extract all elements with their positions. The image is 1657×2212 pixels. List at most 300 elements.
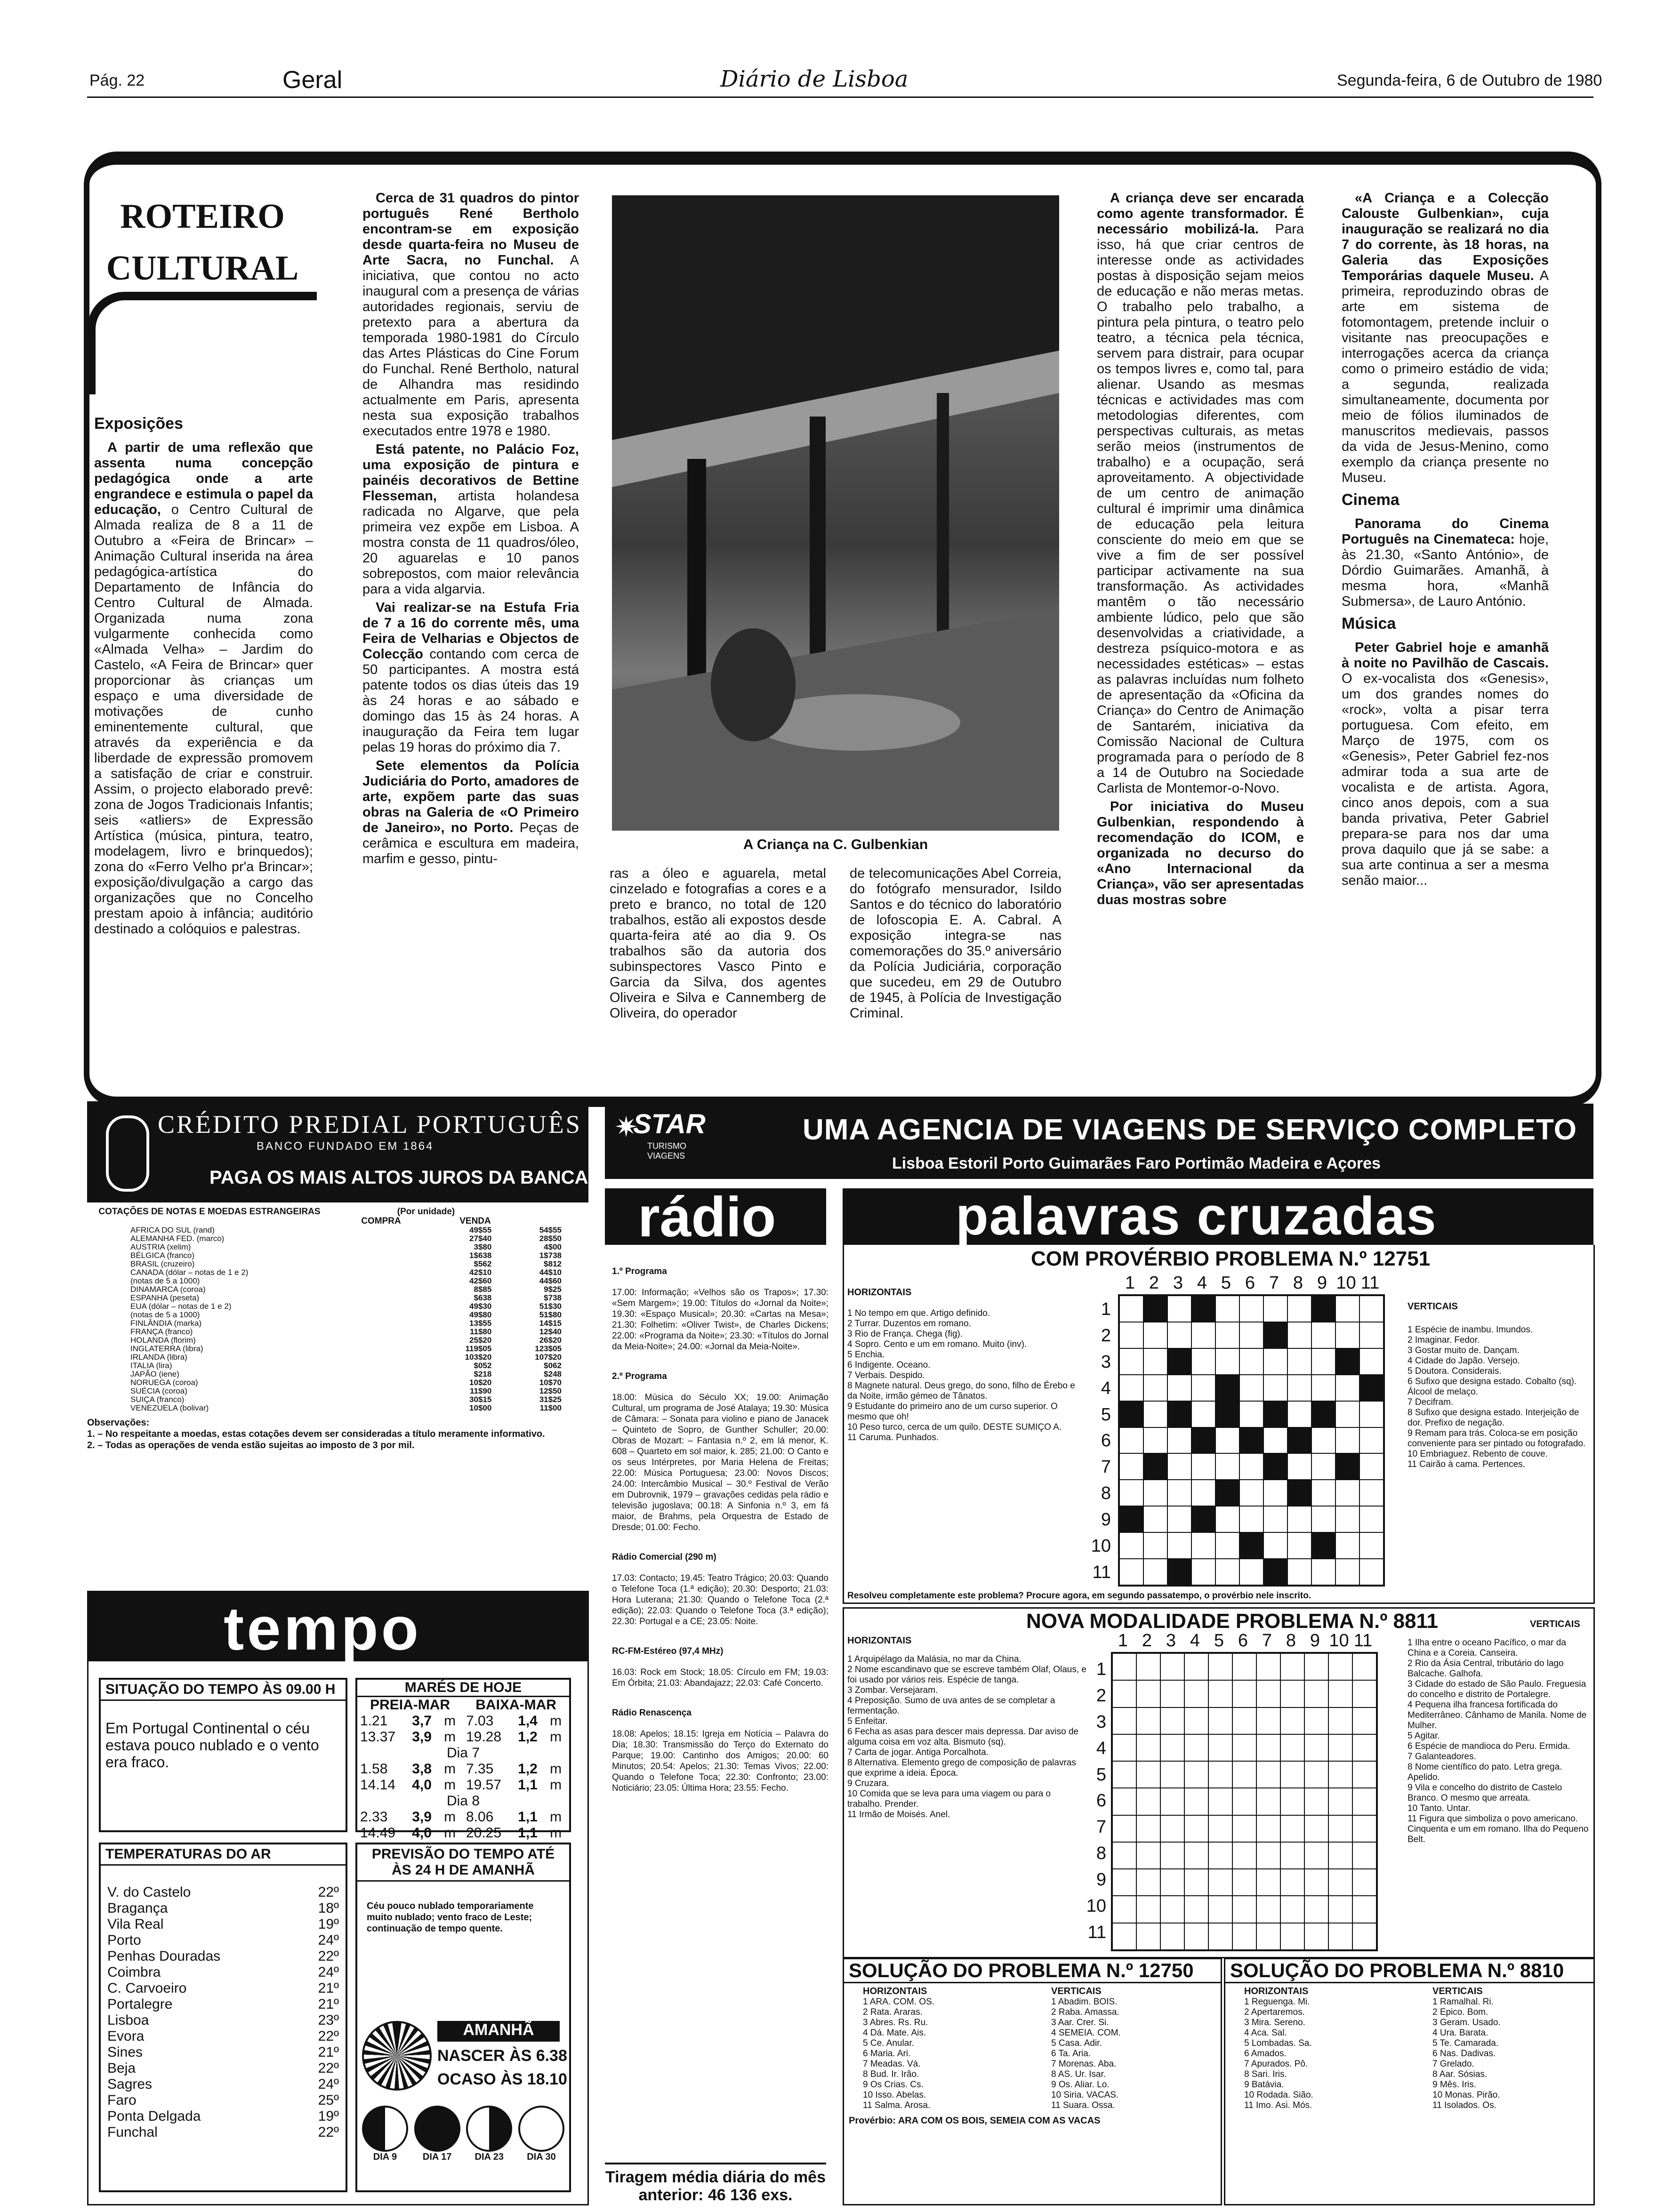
grid-cell[interactable] [1119, 1559, 1143, 1585]
grid-cell[interactable] [1232, 1707, 1256, 1734]
grid-cell[interactable] [1359, 1532, 1384, 1559]
grid-column-number: 8 [1293, 1273, 1303, 1293]
grid-cell[interactable] [1208, 1707, 1232, 1734]
temp-row [107, 2060, 339, 2076]
grid-cell[interactable] [1160, 1680, 1184, 1707]
grid-cell[interactable] [1280, 1734, 1304, 1761]
grid-cell[interactable] [1215, 1348, 1239, 1375]
rate-currency: EUA (dólar – notas de 1 e 2) [130, 1302, 232, 1311]
grid-cell[interactable] [1215, 1506, 1239, 1532]
grid-cell[interactable] [1352, 1761, 1376, 1788]
tide-day: Dia 8 [446, 1793, 480, 1809]
grid-cell[interactable] [1328, 1707, 1352, 1734]
rate-currency: NORUEGA (coroa) [130, 1378, 198, 1387]
grid-cell[interactable] [1335, 1506, 1359, 1532]
grid-cell[interactable] [1136, 1896, 1160, 1923]
grid-cell[interactable] [1335, 1559, 1359, 1585]
grid-cell[interactable] [1335, 1375, 1359, 1401]
roteiro-col3a [610, 866, 826, 1021]
tide-cell: m [444, 1825, 456, 1841]
grid-cell[interactable] [1119, 1348, 1143, 1375]
grid-cell[interactable] [1263, 1296, 1287, 1322]
roteiro-title-line1: ROTEIRO [120, 197, 285, 236]
grid-cell[interactable] [1287, 1506, 1311, 1532]
grid-cell[interactable] [1287, 1348, 1311, 1375]
crossword-grid-8811[interactable] [1111, 1652, 1378, 1951]
grid-cell[interactable] [1304, 1734, 1328, 1761]
grid-cell[interactable] [1304, 1896, 1328, 1923]
grid-cell[interactable] [1232, 1680, 1256, 1707]
grid-cell[interactable] [1256, 1923, 1280, 1950]
grid-cell[interactable] [1239, 1480, 1263, 1506]
grid-row-number: 6 [1101, 1431, 1111, 1451]
grid-cell[interactable] [1359, 1401, 1384, 1427]
grid-column-number: 6 [1238, 1631, 1248, 1651]
grid-cell[interactable] [1335, 1480, 1359, 1506]
grid-cell[interactable] [1232, 1734, 1256, 1761]
grid-cell[interactable] [1143, 1401, 1167, 1427]
temp-value: 21º [318, 1980, 339, 1996]
grid-cell[interactable] [1215, 1322, 1239, 1348]
grid-cell[interactable] [1239, 1296, 1263, 1322]
grid-cell[interactable] [1167, 1427, 1191, 1454]
solution-vertical: 8 AS. Ur. Isar. [1051, 2069, 1106, 2079]
clue-horizontal: 10 Peso turco, cerca de um quilo. DESTE SUMIÇO A. [847, 1422, 1062, 1432]
grid-cell[interactable] [1256, 1761, 1280, 1788]
grid-cell[interactable] [1160, 1653, 1184, 1680]
temp-row [107, 2028, 339, 2044]
col2-lead3: Vai realizar-se na Estufa Fria de 7 a 16 do corrente mês, uma Feira de Velharias e Objectos de Colecção [362, 600, 579, 662]
grid-cell[interactable] [1215, 1296, 1239, 1322]
grid-cell[interactable] [1112, 1869, 1136, 1896]
grid-cell[interactable] [1191, 1401, 1215, 1427]
grid-cell[interactable] [1136, 1923, 1160, 1950]
grid-cell[interactable] [1167, 1375, 1191, 1401]
grid-cell[interactable] [1160, 1869, 1184, 1896]
clue-horizontal: 8 Magnete natural. Deus grego, do sono, filho de Érebo e da Noite, irmão gémeo de Tânatos. [847, 1381, 1075, 1401]
grid-cell[interactable] [1136, 1869, 1160, 1896]
tide-cell: m [550, 1729, 562, 1745]
grid-cell[interactable] [1304, 1680, 1328, 1707]
grid-cell[interactable] [1311, 1453, 1335, 1480]
grid-cell[interactable] [1136, 1815, 1160, 1842]
grid-cell[interactable] [1280, 1923, 1304, 1950]
grid-cell[interactable] [1287, 1559, 1311, 1585]
solution-vertical: 5 Te. Camarada. [1432, 2038, 1499, 2048]
grid-cell[interactable] [1232, 1896, 1256, 1923]
crossword-grid-12751[interactable] [1118, 1294, 1385, 1587]
grid-cell[interactable] [1143, 1322, 1167, 1348]
grid-cell[interactable] [1287, 1296, 1311, 1322]
grid-cell[interactable] [1328, 1653, 1352, 1680]
grid-cell[interactable] [1287, 1375, 1311, 1401]
grid-cell[interactable] [1239, 1401, 1263, 1427]
grid-cell[interactable] [1359, 1296, 1384, 1322]
grid-cell[interactable] [1304, 1842, 1328, 1869]
grid-cell[interactable] [1143, 1427, 1167, 1454]
grid-cell[interactable] [1239, 1348, 1263, 1375]
solution2-box [1224, 1958, 1595, 2205]
grid-column-number: 7 [1269, 1273, 1279, 1293]
tide-table [357, 1713, 569, 1841]
grid-cell[interactable] [1208, 1788, 1232, 1815]
grid-cell[interactable] [1280, 1653, 1304, 1680]
grid-cell[interactable] [1208, 1869, 1232, 1896]
grid-cell[interactable] [1119, 1427, 1143, 1454]
grid-cell[interactable] [1311, 1375, 1335, 1401]
grid-cell[interactable] [1136, 1761, 1160, 1788]
temp-city: Lisboa [107, 2012, 149, 2028]
grid-cell[interactable] [1167, 1506, 1191, 1532]
rate-buy: 27$40 [469, 1234, 492, 1243]
grid-cell[interactable] [1136, 1707, 1160, 1734]
grid-cell[interactable] [1167, 1453, 1191, 1480]
grid-cell[interactable] [1136, 1653, 1160, 1680]
grid-cell[interactable] [1208, 1761, 1232, 1788]
grid-cell[interactable] [1215, 1532, 1239, 1559]
sol1-vertical [1051, 1986, 1202, 2111]
grid-cell[interactable] [1311, 1348, 1335, 1375]
grid-cell[interactable] [1191, 1532, 1215, 1559]
grid-cell[interactable] [1215, 1427, 1239, 1454]
temp-value: 18º [318, 1900, 339, 1916]
tide-cell: m [550, 1777, 562, 1793]
grid-cell[interactable] [1256, 1788, 1280, 1815]
grid-cell[interactable] [1112, 1680, 1136, 1707]
grid-cell[interactable] [1119, 1453, 1143, 1480]
grid-cell[interactable] [1256, 1734, 1280, 1761]
rate-sell: 12$50 [539, 1387, 562, 1395]
grid-cell[interactable] [1191, 1375, 1215, 1401]
grid-cell[interactable] [1143, 1375, 1167, 1401]
radio-banner [605, 1186, 826, 1249]
rate-currency: ALEMANHA FED. (marco) [130, 1234, 225, 1243]
grid-cell[interactable] [1280, 1680, 1304, 1707]
grid-cell[interactable] [1143, 1348, 1167, 1375]
grid-cell[interactable] [1239, 1506, 1263, 1532]
grid-cell[interactable] [1263, 1532, 1287, 1559]
grid-cell[interactable] [1352, 1896, 1376, 1923]
temp-value: 22º [318, 2124, 339, 2140]
grid-cell[interactable] [1359, 1453, 1384, 1480]
grid-cell[interactable] [1335, 1401, 1359, 1427]
temp-row [107, 2012, 339, 2028]
grid-cell[interactable] [1311, 1480, 1335, 1506]
grid-black-cell [1263, 1322, 1287, 1348]
grid-cell[interactable] [1352, 1788, 1376, 1815]
grid-cell[interactable] [1184, 1923, 1208, 1950]
grid-cell[interactable] [1112, 1653, 1136, 1680]
grid-cell[interactable] [1335, 1296, 1359, 1322]
grid-cell[interactable] [1208, 1815, 1232, 1842]
grid-cell[interactable] [1287, 1532, 1311, 1559]
grid-cell[interactable] [1352, 1734, 1376, 1761]
grid-cell[interactable] [1184, 1734, 1208, 1761]
grid-column-number: 10 [1329, 1631, 1349, 1651]
rate-buy: $562 [474, 1259, 492, 1268]
tide-cell: m [444, 1777, 456, 1793]
grid-cell[interactable] [1352, 1842, 1376, 1869]
grid-cell[interactable] [1232, 1869, 1256, 1896]
grid-cell[interactable] [1184, 1815, 1208, 1842]
grid-cell[interactable] [1304, 1788, 1328, 1815]
grid-cell[interactable] [1184, 1653, 1208, 1680]
grid-cell[interactable] [1311, 1427, 1335, 1454]
grid-cell[interactable] [1287, 1322, 1311, 1348]
grid-cell[interactable] [1160, 1842, 1184, 1869]
grid-cell[interactable] [1311, 1322, 1335, 1348]
grid-cell[interactable] [1143, 1506, 1167, 1532]
grid-cell[interactable] [1239, 1322, 1263, 1348]
grid-cell[interactable] [1328, 1680, 1352, 1707]
grid-cell[interactable] [1112, 1896, 1136, 1923]
grid-cell[interactable] [1280, 1842, 1304, 1869]
grid-cell[interactable] [1208, 1734, 1232, 1761]
rate-buy: 42$60 [469, 1276, 492, 1285]
grid-cell[interactable] [1359, 1559, 1384, 1585]
grid-cell[interactable] [1215, 1453, 1239, 1480]
grid-cell[interactable] [1160, 1734, 1184, 1761]
grid-cell[interactable] [1119, 1375, 1143, 1401]
grid-cell[interactable] [1191, 1322, 1215, 1348]
grid-cell[interactable] [1304, 1815, 1328, 1842]
grid-cell[interactable] [1359, 1480, 1384, 1506]
grid-cell[interactable] [1112, 1734, 1136, 1761]
moon-day-1: DIA 9 [373, 2152, 397, 2162]
rate-currency: DINAMARCA (coroa) [130, 1285, 206, 1294]
col5-lead1: «A Criança e a Colecção Calouste Gulbenkian», cuja inauguração se realizará no dia 7 do corrente, às 18 horas, na Galeria das Exposições Temporárias daquele Museu. [1342, 191, 1549, 283]
grid-cell[interactable] [1328, 1896, 1352, 1923]
rate-currency: FRANÇA (franco) [130, 1327, 193, 1336]
grid-cell[interactable] [1304, 1653, 1328, 1680]
grid-cell[interactable] [1311, 1506, 1335, 1532]
baixa-label: BAIXA-MAR [475, 1697, 556, 1713]
grid-cell[interactable] [1256, 1842, 1280, 1869]
grid-cell[interactable] [1184, 1761, 1208, 1788]
grid-cell[interactable] [1239, 1453, 1263, 1480]
grid-row-number: 2 [1101, 1325, 1111, 1346]
tide-cell: 1,2 [518, 1729, 538, 1745]
grid-cell[interactable] [1352, 1923, 1376, 1950]
grid-cell[interactable] [1160, 1896, 1184, 1923]
grid-cell[interactable] [1136, 1680, 1160, 1707]
rate-sell: 11$00 [539, 1403, 562, 1412]
grid-cell[interactable] [1191, 1348, 1215, 1375]
grid-cell[interactable] [1256, 1653, 1280, 1680]
grid-row-number: 1 [1096, 1659, 1106, 1679]
col3a-text: ras a óleo e aguarela, metal cinzelado e fotografias a cores e a preto e branco, no total de 120 trabalhos, estão ali expostos desde quarta-feira até ao dia 9. Os trabalhos são da autoria dos subinspectores Vasco Pinto e Garcia da Silva, dos agentes Oliveira e Silva e Cannemberg de Oliveira, do operador [610, 866, 826, 1021]
grid-cell[interactable] [1112, 1761, 1136, 1788]
mares-box [355, 1678, 571, 1841]
grid-cell[interactable] [1232, 1653, 1256, 1680]
grid-cell[interactable] [1232, 1815, 1256, 1842]
grid-cell[interactable] [1232, 1788, 1256, 1815]
p1-row-numbers [1083, 1297, 1111, 1586]
grid-cell[interactable] [1208, 1680, 1232, 1707]
grid-cell[interactable] [1263, 1480, 1287, 1506]
grid-cell[interactable] [1112, 1788, 1136, 1815]
grid-cell[interactable] [1335, 1532, 1359, 1559]
grid-cell[interactable] [1287, 1401, 1311, 1427]
grid-cell[interactable] [1119, 1322, 1143, 1348]
grid-cell[interactable] [1239, 1559, 1263, 1585]
sol1-horizontal [863, 1986, 1051, 2111]
grid-cell[interactable] [1287, 1453, 1311, 1480]
grid-cell[interactable] [1160, 1923, 1184, 1950]
grid-cell[interactable] [1280, 1707, 1304, 1734]
grid-cell[interactable] [1136, 1788, 1160, 1815]
grid-cell[interactable] [1328, 1788, 1352, 1815]
roteiro-col1 [94, 409, 313, 940]
temp-city: Funchal [107, 2124, 158, 2140]
grid-cell[interactable] [1335, 1427, 1359, 1454]
grid-cell[interactable] [1328, 1923, 1352, 1950]
grid-cell[interactable] [1256, 1815, 1280, 1842]
grid-cell[interactable] [1215, 1559, 1239, 1585]
rate-buy: 10$00 [469, 1403, 492, 1412]
grid-cell[interactable] [1184, 1869, 1208, 1896]
clue-horizontal: 3 Zombar. Versejaram. [847, 1685, 938, 1695]
grid-cell[interactable] [1232, 1923, 1256, 1950]
grid-cell[interactable] [1263, 1427, 1287, 1454]
grid-cell[interactable] [1359, 1427, 1384, 1454]
grid-black-cell [1335, 1453, 1359, 1480]
grid-cell[interactable] [1119, 1532, 1143, 1559]
col2-text2: artista holandesa radicada no Algarve, que pela primeira vez expõe em Lisboa. A mostra consta de 11 quadros/óleo, 20 aguarelas e 10 panos sobrepostos, com maior relevância para a vida algarvia. [362, 489, 579, 597]
grid-cell[interactable] [1208, 1653, 1232, 1680]
grid-cell[interactable] [1263, 1506, 1287, 1532]
grid-cell[interactable] [1359, 1322, 1384, 1348]
grid-cell[interactable] [1352, 1707, 1376, 1734]
grid-cell[interactable] [1280, 1788, 1304, 1815]
grid-cell[interactable] [1256, 1680, 1280, 1707]
grid-cell[interactable] [1112, 1815, 1136, 1842]
grid-cell[interactable] [1280, 1869, 1304, 1896]
grid-cell[interactable] [1143, 1532, 1167, 1559]
solution-horizontal: 4 Dá. Mate. Ais. [863, 2028, 926, 2038]
grid-cell[interactable] [1352, 1680, 1376, 1707]
grid-cell[interactable] [1280, 1815, 1304, 1842]
grid-cell[interactable] [1160, 1707, 1184, 1734]
grid-cell[interactable] [1232, 1842, 1256, 1869]
grid-cell[interactable] [1191, 1453, 1215, 1480]
grid-cell[interactable] [1256, 1896, 1280, 1923]
grid-cell[interactable] [1160, 1788, 1184, 1815]
grid-cell[interactable] [1191, 1559, 1215, 1585]
moon-full-icon [518, 2106, 564, 2152]
clue-vertical: 10 Embriaguez. Rebento de couve. [1408, 1449, 1548, 1459]
rate-currency: INGLATERRA (libra) [130, 1344, 203, 1353]
grid-cell[interactable] [1280, 1761, 1304, 1788]
nascer-label: NASCER ÀS 6.38 [437, 2047, 567, 2065]
solution-vertical: 6 Ta. Aria. [1051, 2049, 1091, 2059]
grid-cell[interactable] [1280, 1896, 1304, 1923]
grid-cell[interactable] [1263, 1375, 1287, 1401]
solution-horizontal: 3 Abres. Rs. Ru. [863, 2018, 928, 2028]
grid-cell[interactable] [1184, 1842, 1208, 1869]
grid-cell[interactable] [1256, 1869, 1280, 1896]
temp-row [107, 1964, 339, 1980]
grid-cell[interactable] [1167, 1296, 1191, 1322]
tide-cell: 3,9 [412, 1809, 432, 1825]
grid-row-number: 9 [1101, 1510, 1111, 1530]
grid-cell[interactable] [1184, 1896, 1208, 1923]
grid-cell[interactable] [1352, 1869, 1376, 1896]
grid-cell[interactable] [1256, 1707, 1280, 1734]
roteiro-title-line2: CULTURAL [106, 249, 299, 288]
grid-cell[interactable] [1143, 1559, 1167, 1585]
moon-day-3: DIA 23 [475, 2152, 504, 2162]
grid-cell[interactable] [1119, 1480, 1143, 1506]
credito-name: CRÉDITO PREDIAL PORTUGUÊS [158, 1110, 582, 1138]
grid-cell[interactable] [1304, 1923, 1328, 1950]
grid-cell[interactable] [1335, 1322, 1359, 1348]
grid-cell[interactable] [1112, 1707, 1136, 1734]
grid-cell[interactable] [1304, 1761, 1328, 1788]
p1-vertical-clues [1408, 1325, 1589, 1470]
grid-cell[interactable] [1112, 1842, 1136, 1869]
grid-cell[interactable] [1160, 1815, 1184, 1842]
grid-cell[interactable] [1328, 1815, 1352, 1842]
grid-cell[interactable] [1160, 1761, 1184, 1788]
tide-cell: 1,2 [518, 1761, 538, 1777]
grid-cell[interactable] [1136, 1734, 1160, 1761]
grid-cell[interactable] [1232, 1761, 1256, 1788]
grid-cell[interactable] [1352, 1653, 1376, 1680]
grid-cell[interactable] [1328, 1761, 1352, 1788]
grid-cell[interactable] [1359, 1506, 1384, 1532]
grid-cell[interactable] [1239, 1375, 1263, 1401]
grid-cell[interactable] [1136, 1842, 1160, 1869]
clue-horizontal: 5 Enfeitar. [847, 1716, 888, 1726]
tide-row [357, 1713, 569, 1729]
grid-cell[interactable] [1263, 1348, 1287, 1375]
grid-cell[interactable] [1328, 1869, 1352, 1896]
grid-cell[interactable] [1184, 1788, 1208, 1815]
grid-cell[interactable] [1311, 1559, 1335, 1585]
grid-cell[interactable] [1112, 1923, 1136, 1950]
grid-cell[interactable] [1208, 1923, 1232, 1950]
grid-cell[interactable] [1359, 1348, 1384, 1375]
grid-cell[interactable] [1167, 1532, 1191, 1559]
grid-cell[interactable] [1167, 1480, 1191, 1506]
clue-vertical: 11 Cairão à cama. Pertences. [1408, 1459, 1525, 1469]
temp-row [107, 2124, 339, 2140]
grid-cell[interactable] [1184, 1707, 1208, 1734]
tide-cell: 19.28 [466, 1729, 502, 1745]
grid-cell[interactable] [1191, 1480, 1215, 1506]
radio-rr-head: Rádio Renascença [612, 1708, 692, 1718]
grid-column-number: 5 [1214, 1631, 1224, 1651]
grid-cell[interactable] [1184, 1680, 1208, 1707]
grid-cell[interactable] [1304, 1707, 1328, 1734]
grid-cell[interactable] [1119, 1296, 1143, 1322]
grid-cell[interactable] [1208, 1842, 1232, 1869]
grid-cell[interactable] [1167, 1322, 1191, 1348]
grid-cell[interactable] [1352, 1815, 1376, 1842]
p1-vert-head: VERTICAIS [1408, 1301, 1458, 1312]
grid-cell[interactable] [1208, 1896, 1232, 1923]
header-rule [87, 96, 1593, 98]
rate-row [129, 1370, 563, 1378]
moon-phase-1 [362, 2106, 408, 2163]
grid-cell[interactable] [1328, 1842, 1352, 1869]
grid-cell[interactable] [1328, 1734, 1352, 1761]
grid-cell[interactable] [1143, 1480, 1167, 1506]
grid-cell[interactable] [1304, 1869, 1328, 1896]
tide-cell: m [444, 1809, 456, 1825]
grid-column-number: 9 [1317, 1273, 1327, 1293]
